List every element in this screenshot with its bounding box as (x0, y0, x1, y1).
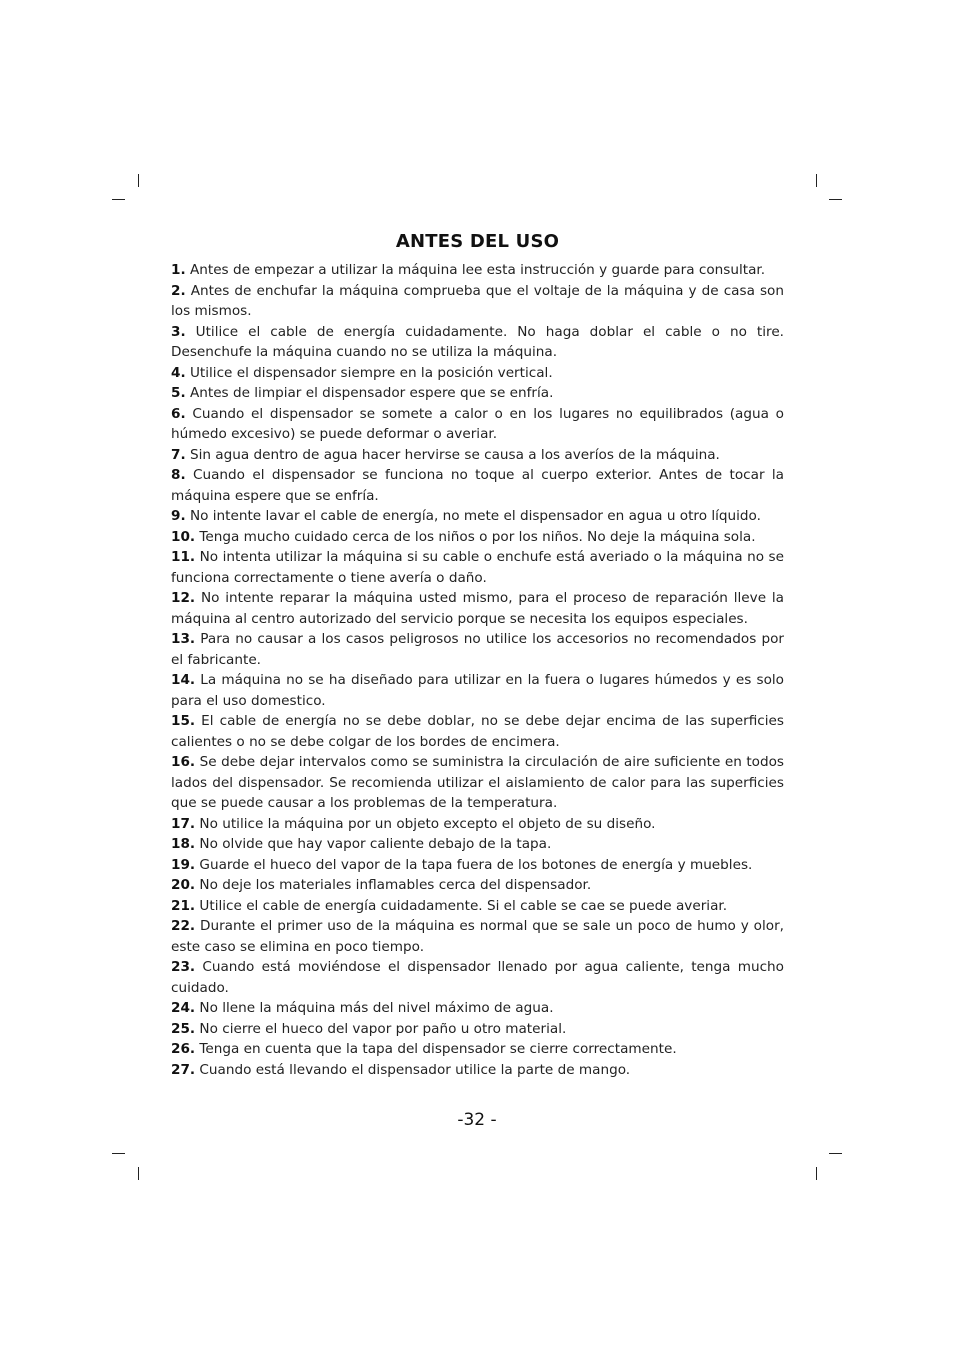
item-text: Durante el primer uso de la máquina es normal que se sale un poco de humo y olor, este caso se elimina en poco tiempo. (171, 918, 784, 955)
item-number: 2. (171, 282, 186, 299)
crop-mark-top-right-vertical (816, 174, 817, 187)
item-text: Cuando el dispensador se somete a calor o en los lugares no equilibrados (agua o húmedo excesivo) se puede deformar o averiar. (171, 405, 784, 442)
item-text: No utilice la máquina por un objeto excepto el objeto de su diseño. (199, 815, 656, 832)
item-text: No cierre el hueco del vapor por paño u otro material. (199, 1020, 567, 1037)
item-number: 1. (171, 262, 186, 278)
item-text: Antes de empezar a utilizar la máquina lee esta instrucción y guarde para consultar. (189, 262, 766, 278)
item-number: 12. (171, 590, 196, 606)
item-number: 7. (171, 446, 186, 463)
list-item (171, 752, 784, 814)
item-text: Se debe dejar intervalos como se suministra la circulación de aire suficiente en todos lados del dispensador. Se recomienda utilizar el aislamiento de calor para las superficies que se puede causar a los problemas de la temperatura. (171, 754, 784, 811)
list-item (171, 711, 784, 752)
item-text: Guarde el hueco del vapor de la tapa fuera de los botones de energía y muebles. (199, 856, 753, 873)
crop-mark-bottom-right-vertical (816, 1167, 817, 1180)
item-text: Para no causar a los casos peligrosos no utilice los accesorios no recomendados por el fabricante. (171, 631, 784, 668)
item-text: No intenta utilizar la máquina si su cable o enchufe está averiado o la máquina no se funciona correctamente o tiene avería o daño. (171, 549, 784, 586)
item-number: 17. (171, 815, 196, 832)
list-item (171, 1060, 784, 1081)
item-text: Tenga en cuenta que la tapa del dispensador se cierre correctamente. (199, 1041, 677, 1057)
list-item (171, 588, 784, 629)
crop-mark-top-right-horizontal (829, 199, 842, 200)
item-number: 21. (171, 897, 196, 914)
list-item (171, 281, 784, 322)
list-item (171, 322, 784, 363)
list-item (171, 527, 784, 548)
list-item (171, 404, 784, 445)
item-number: 6. (171, 405, 186, 422)
list-item (171, 629, 784, 670)
list-item (171, 998, 784, 1019)
item-text: No llene la máquina más del nivel máximo de agua. (199, 1000, 554, 1016)
item-text: Antes de limpiar el dispensador espere que se enfría. (189, 385, 554, 401)
item-number: 26. (171, 1041, 196, 1057)
item-number: 13. (171, 631, 196, 647)
item-text: El cable de energía no se debe doblar, no se debe dejar encima de las superficies calientes o no se debe colgar de los bordes de encimera. (171, 713, 785, 750)
item-number: 5. (171, 385, 186, 401)
list-item (171, 547, 784, 588)
item-text: La máquina no se ha diseñado para utilizar en la fuera o lugares húmedos y es solo para el uso domestico. (171, 672, 784, 709)
list-item (171, 814, 784, 835)
item-text: Utilice el cable de energía cuidadamente. Si el cable se cae se puede averiar. (199, 897, 728, 914)
item-text: Cuando está llevando el dispensador utilice la parte de mango. (199, 1061, 631, 1078)
list-item (171, 855, 784, 876)
item-text: Utilice el cable de energía cuidadamente. No haga doblar el cable o no tire. Desenchufe la máquina cuando no se utiliza la máquina. (171, 323, 784, 360)
item-text: No deje los materiales inflamables cerca del dispensador. (199, 877, 592, 893)
item-text: No intente reparar la máquina usted mismo, para el proceso de reparación lleve la máquina al centro autorizado del servicio porque se necesita los equipos especiales. (171, 590, 785, 627)
item-text: No olvide que hay vapor caliente debajo de la tapa. (199, 836, 552, 852)
list-item (171, 260, 784, 281)
item-number: 18. (171, 836, 196, 852)
item-number: 22. (171, 918, 196, 934)
item-number: 11. (171, 549, 196, 565)
list-item (171, 506, 784, 527)
list-item (171, 670, 784, 711)
item-number: 23. (171, 959, 196, 975)
crop-mark-bottom-left-vertical (138, 1167, 139, 1180)
crop-mark-top-left-vertical (138, 174, 139, 187)
list-item (171, 445, 784, 466)
instructions-list (171, 260, 784, 1080)
item-text: Cuando está moviéndose el dispensador llenado por agua caliente, tenga mucho cuidado. (171, 959, 784, 996)
item-number: 15. (171, 713, 196, 729)
item-text: Tenga mucho cuidado cerca de los niños o por los niños. No deje la máquina sola. (199, 528, 756, 545)
item-number: 27. (171, 1061, 196, 1078)
item-text: Antes de enchufar la máquina comprueba que el voltaje de la máquina y de casa son los mismos. (171, 282, 784, 319)
item-text: Utilice el dispensador siempre en la posición vertical. (189, 364, 553, 381)
list-item (171, 383, 784, 404)
item-number: 9. (171, 508, 186, 524)
item-number: 10. (171, 528, 196, 545)
item-number: 25. (171, 1020, 196, 1037)
item-number: 19. (171, 856, 196, 873)
item-number: 20. (171, 877, 196, 893)
list-item (171, 1019, 784, 1040)
item-text: Sin agua dentro de agua hacer hervirse se causa a los averíos de la máquina. (189, 446, 720, 463)
list-item (171, 916, 784, 957)
page-number: -32 - (457, 1110, 497, 1130)
document-body (171, 231, 784, 1080)
item-number: 16. (171, 754, 196, 770)
item-number: 14. (171, 672, 196, 688)
item-number: 3. (171, 323, 186, 340)
crop-mark-top-left-horizontal (112, 199, 125, 200)
list-item (171, 834, 784, 855)
list-item (171, 1039, 784, 1060)
crop-mark-bottom-right-horizontal (829, 1153, 842, 1154)
list-item (171, 465, 784, 506)
crop-mark-bottom-left-horizontal (112, 1153, 125, 1154)
list-item (171, 896, 784, 917)
item-number: 24. (171, 1000, 196, 1016)
list-item (171, 875, 784, 896)
item-text: Cuando el dispensador se funciona no toque al cuerpo exterior. Antes de tocar la máquina espere que se enfría. (171, 467, 784, 504)
list-item (171, 957, 784, 998)
list-item (171, 363, 784, 384)
item-number: 8. (171, 467, 186, 483)
item-text: No intente lavar el cable de energía, no mete el dispensador en agua u otro líquido. (189, 508, 761, 524)
item-number: 4. (171, 364, 186, 381)
page-title: ANTES DEL USO (395, 231, 560, 252)
